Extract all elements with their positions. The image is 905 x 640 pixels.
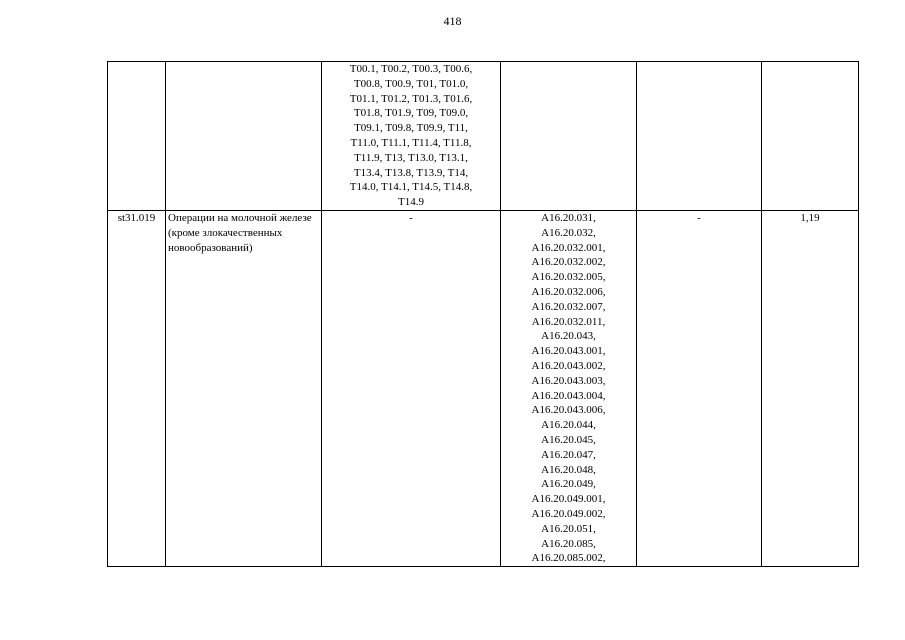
service-code: A16.20.032,: [541, 226, 596, 239]
service-code: A16.20.044,: [541, 419, 596, 432]
diagnosis-line: T00.1, T00.2, T00.3, T00.6,: [349, 63, 473, 75]
service-code: A16.20.043,: [541, 330, 596, 343]
cell-coefficient: 1,19: [762, 211, 859, 567]
service-code: A16.20.049.002,: [531, 507, 606, 520]
table-row-st31-019: [108, 211, 859, 567]
service-code: A16.20.085,: [541, 537, 596, 550]
cell-diagnosis-codes: [322, 62, 501, 211]
diagnosis-line: T14.9: [398, 196, 424, 209]
service-code: A16.20.043.002,: [531, 359, 606, 372]
service-code: A16.20.043.001,: [531, 345, 606, 358]
service-code: A16.20.048,: [541, 463, 596, 476]
cell-kgs-code: st31.019: [108, 211, 166, 567]
diagnosis-line: T01.1, T01.2, T01.3, T01.6,: [349, 92, 473, 105]
service-code: A16.20.032.001,: [531, 241, 606, 254]
cell-kgs-name: Операции на молочной железе (кроме злокачественных новообразований): [166, 211, 322, 567]
service-code: A16.20.047,: [541, 448, 596, 461]
diagnosis-line: T13.4, T13.8, T13.9, T14,: [353, 166, 469, 179]
page-number: 418: [443, 14, 462, 28]
diagnosis-line: T14.0, T14.1, T14.5, T14.8,: [349, 181, 473, 194]
tariff-table: [107, 61, 859, 567]
service-code: A16.20.049,: [541, 478, 596, 491]
service-code: A16.20.032.011,: [531, 315, 606, 328]
diagnosis-line: T11.0, T11.1, T11.4, T11.8,: [350, 136, 472, 149]
service-code: A16.20.032.005,: [531, 271, 606, 284]
service-code: A16.20.043.004,: [531, 389, 606, 402]
diagnosis-line: T09.1, T09.8, T09.9, T11,: [354, 122, 468, 135]
cell-name-empty: [166, 62, 322, 211]
service-code: A16.20.085.002,: [531, 552, 606, 565]
diagnosis-line: T00.8, T00.9, T01, T01.0,: [353, 77, 469, 90]
cell-other-criteria: -: [637, 211, 762, 567]
service-code: A16.20.043.003,: [531, 374, 606, 387]
diagnosis-line: T11.9, T13, T13.0, T13.1,: [354, 151, 468, 164]
diagnosis-line: T01.8, T01.9, T09, T09.0,: [353, 107, 469, 120]
cell-service-codes: [501, 211, 637, 567]
cell-diagnosis: -: [322, 211, 501, 567]
service-code: A16.20.045,: [541, 433, 596, 446]
service-code: A16.20.051,: [541, 522, 596, 535]
service-code: A16.20.043.006,: [531, 404, 606, 417]
service-code: A16.20.032.002,: [531, 256, 606, 269]
table-row-continued: [108, 62, 859, 211]
cell-code-empty: [108, 62, 166, 211]
cell-coefficient-empty: [762, 62, 859, 211]
service-code: A16.20.031,: [541, 212, 596, 224]
cell-criteria-empty: [637, 62, 762, 211]
service-code: A16.20.032.007,: [531, 300, 606, 313]
service-code: A16.20.032.006,: [531, 285, 606, 298]
cell-services-empty: [501, 62, 637, 211]
service-code: A16.20.049.001,: [531, 493, 606, 506]
